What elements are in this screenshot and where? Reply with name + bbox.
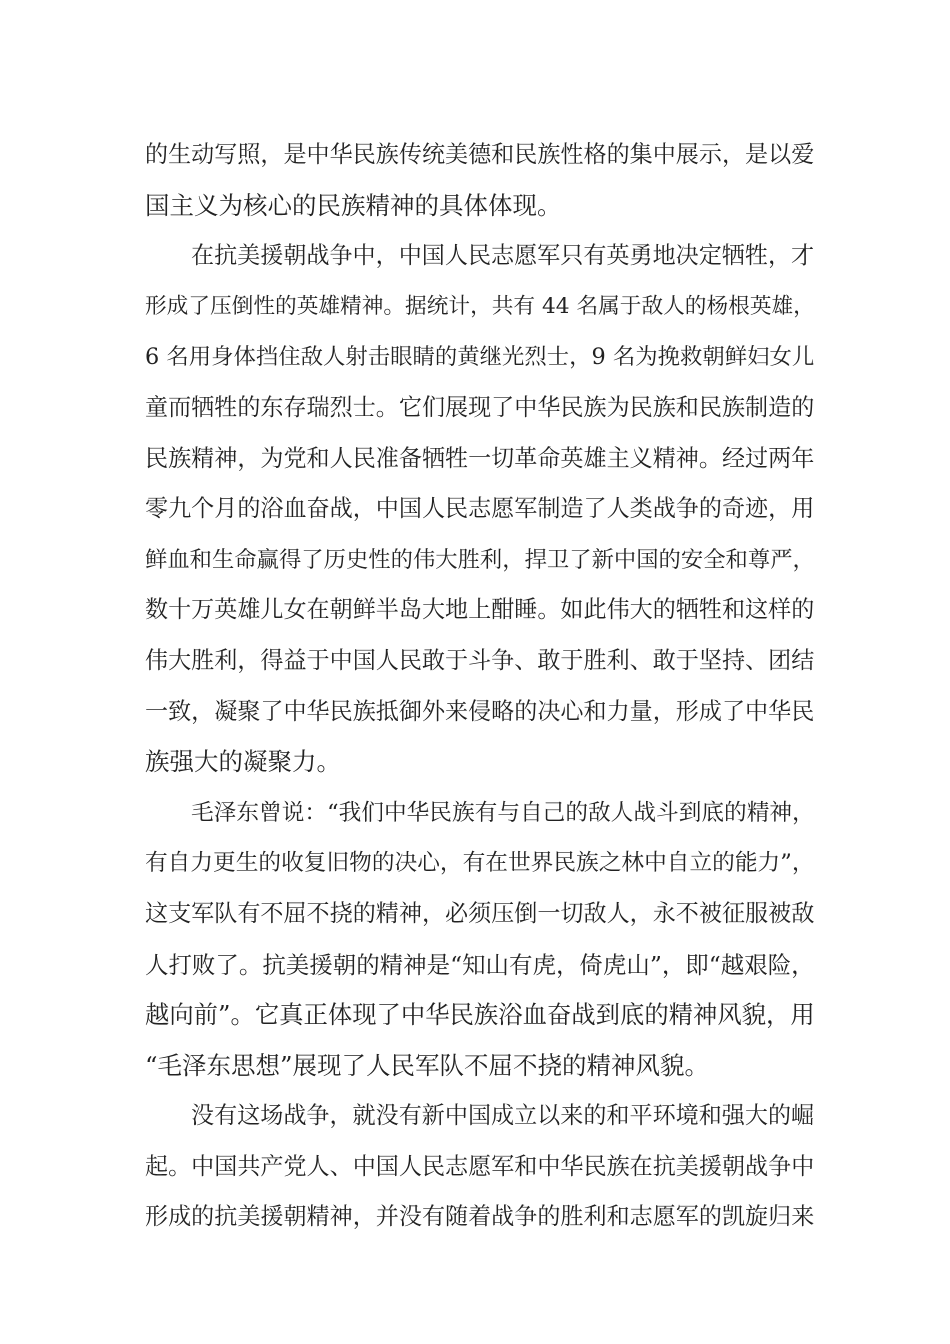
text-line: 有自力更生的收复旧物的决心，有在世界民族之林中自立的能力”， — [145, 850, 815, 877]
text-line: 起。中国共产党人、中国人民志愿军和中华民族在抗美援朝战争中 — [145, 1153, 815, 1180]
text-line: 形成的抗美援朝精神，并没有随着战争的胜利和志愿军的凯旋归来 — [145, 1204, 815, 1231]
text-line: 族强大的凝聚力。 — [145, 747, 341, 777]
text-line: 国主义为核心的民族精神的具体体现。 — [145, 190, 562, 220]
text-line: 人打败了。抗美援朝的精神是“知山有虎，倚虎山”，即“越艰险， — [145, 950, 815, 979]
text-line: 伟大胜利，得益于中国人民敢于斗争、敢于胜利、敢于坚持、团结 — [145, 647, 815, 674]
text-line: 6 名用身体挡住敌人射击眼睛的黄继光烈士，9 名为挽救朝鲜妇女儿 — [145, 344, 815, 371]
text-line: 鲜血和生命赢得了历史性的伟大胜利，捍卫了新中国的安全和尊严， — [145, 546, 815, 573]
text-line: 越向前”。它真正体现了中华民族浴血奋战到底的精神风貌，用 — [145, 1000, 815, 1030]
text-line: 民族精神，为党和人民准备牺牲一切革命英雄主义精神。经过两年 — [145, 445, 815, 472]
text-line: 零九个月的浴血奋战，中国人民志愿军制造了人类战争的奇迹，用 — [145, 496, 815, 523]
text-line: “毛泽东思想”展现了人民军队不屈不挠的精神风貌。 — [145, 1050, 710, 1080]
body-text — [145, 130, 815, 1243]
paragraph-first-line: 在抗美援朝战争中，中国人民志愿军只有英勇地决定牺牲，才 — [191, 243, 815, 270]
text-line: 的生动写照，是中华民族传统美德和民族性格的集中展示，是以爱 — [145, 142, 815, 168]
text-line: 形成了压倒性的英雄精神。据统计，共有 44 名属于敌人的杨根英雄， — [145, 293, 815, 319]
text-line: 数十万英雄儿女在朝鲜半岛大地上酣睡。如此伟大的牺牲和这样的 — [145, 597, 815, 624]
text-line: 童而牺牲的东存瑞烈士。它们展现了中华民族为民族和民族制造的 — [145, 394, 815, 421]
text-line: 一致，凝聚了中华民族抵御外来侵略的决心和力量，形成了中华民 — [145, 698, 815, 725]
paragraph-first-line: 没有这场战争，就没有新中国成立以来的和平环境和强大的崛 — [191, 1103, 815, 1130]
text-line: 这支军队有不屈不挠的精神，必须压倒一切敌人，永不被征服被敌 — [145, 900, 815, 927]
paragraph-first-line: 毛泽东曾说：“我们中华民族有与自己的敌人战斗到底的精神， — [191, 799, 815, 826]
